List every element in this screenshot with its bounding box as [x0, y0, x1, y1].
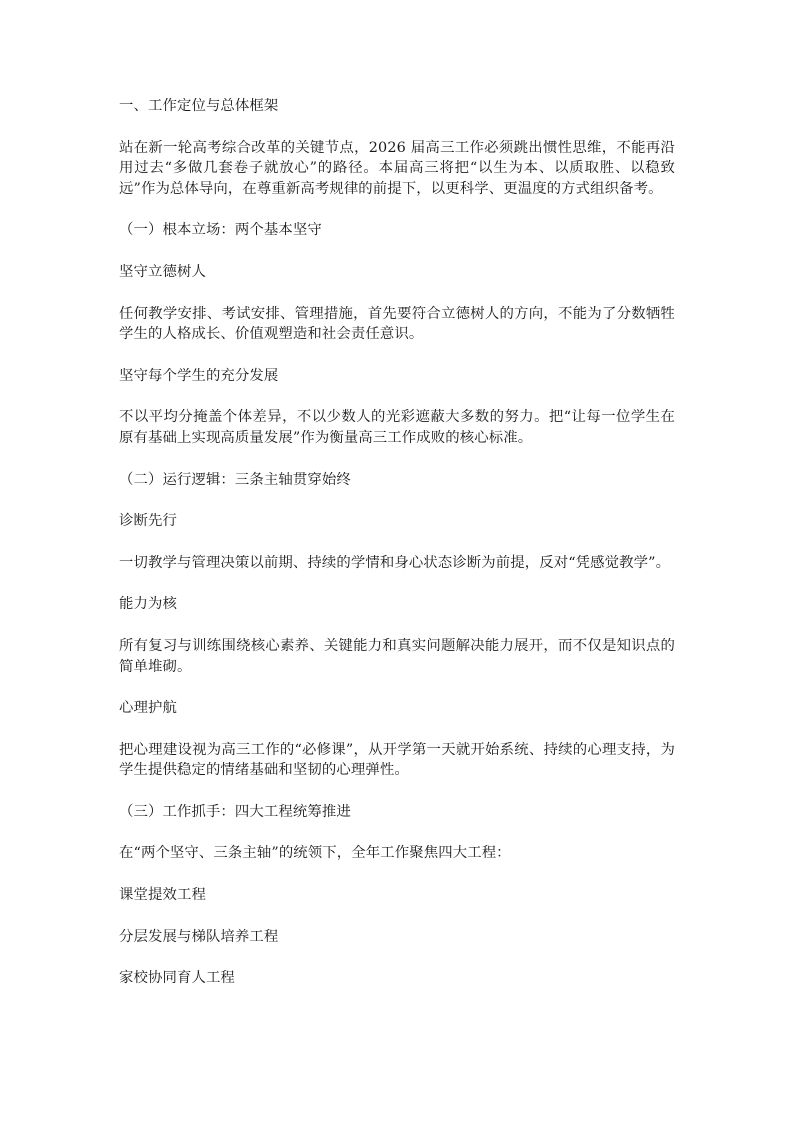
- body-paragraph: 任何教学安排、考试安排、管理措施，首先要符合立德树人的方向，不能为了分数牺牲学生的人格成长、价值观塑造和社会责任意识。: [119, 305, 675, 343]
- section-heading: 一、工作定位与总体框架: [119, 98, 279, 114]
- item-title: 课堂提效工程: [119, 887, 206, 904]
- item-title: 分层发展与梯队培养工程: [119, 928, 279, 945]
- item-title: 坚守每个学生的充分发展: [119, 367, 279, 384]
- body-paragraph: 把心理建设视为高三工作的“必修课”，从开学第一天就开始系统、持续的心理支持，为学生提供稳定的情绪基础和坚韧的心理弹性。: [119, 741, 675, 779]
- item-title: 心理护航: [119, 700, 177, 717]
- item-title: 能力为核: [119, 596, 177, 613]
- body-paragraph: 在“两个坚守、三条主轴”的统领下，全年工作聚焦四大工程：: [119, 845, 511, 862]
- body-paragraph: 所有复习与训练围绕核心素养、关键能力和真实问题解决能力展开，而不仅是知识点的简单堆砌。: [119, 637, 675, 675]
- subsection-heading: （一）根本立场：两个基本坚守: [119, 222, 322, 239]
- subsection-heading: （三）工作抓手：四大工程统筹推进: [119, 803, 351, 820]
- item-title: 诊断先行: [119, 513, 177, 530]
- body-paragraph: 一切教学与管理决策以前期、持续的学情和身心状态诊断为前提，反对“凭感觉教学”。: [119, 554, 671, 571]
- body-paragraph: 不以平均分掩盖个体差异，不以少数人的光彩遮蔽大多数的努力。把“让每一位学生在原有基础上实现高质量发展”作为衡量高三工作成败的核心标准。: [119, 409, 675, 446]
- body-paragraph: 站在新一轮高考综合改革的关键节点，2026 届高三工作必须跳出惯性思维，不能再沿用过去“多做几套卷子就放心”的路径。本届高三将把“以生为本、以质取胜、以稳致远”作为总体导向，在尊重新高考规律的前提下，以更科学、更温度的方式组织备考。: [119, 139, 675, 197]
- document-page: [119, 96, 675, 989]
- item-title: 坚守立德树人: [119, 263, 206, 280]
- item-title: 家校协同育人工程: [119, 970, 235, 987]
- subsection-heading: （二）运行逻辑：三条主轴贯穿始终: [119, 471, 351, 488]
